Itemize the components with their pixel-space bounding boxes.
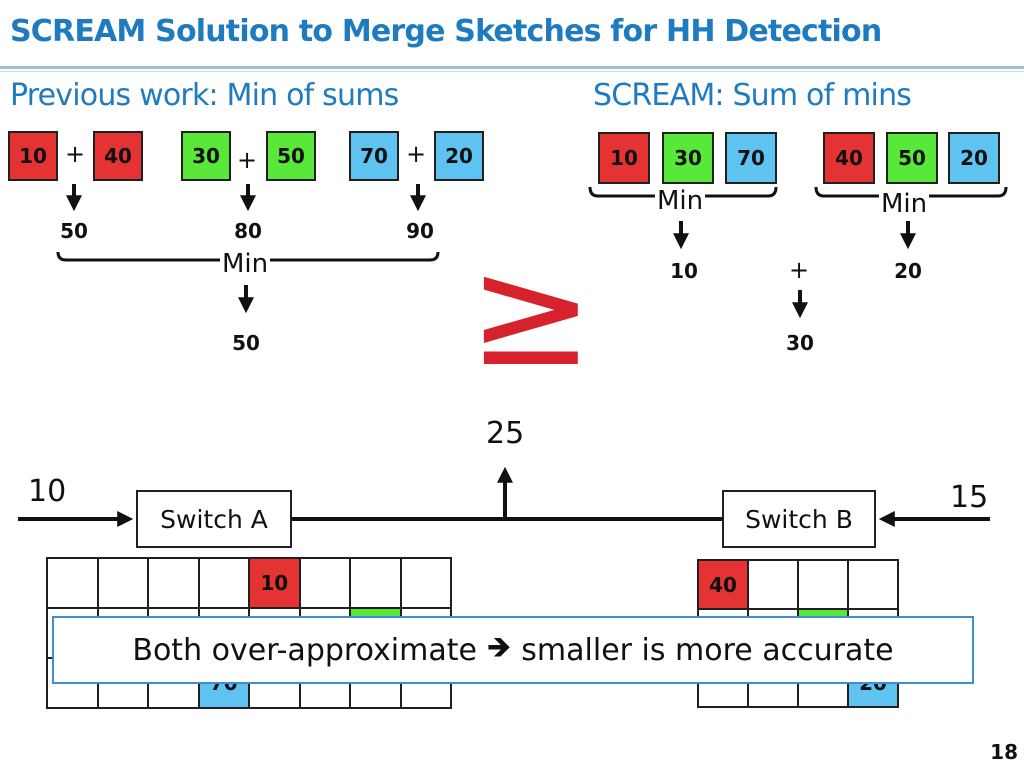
left-pair-2-b-box: 50 <box>266 131 316 181</box>
left-heading: Previous work: Min of sums <box>10 78 399 113</box>
switch-a-sketch-cell <box>99 559 150 609</box>
left-pair-2-plus: + <box>236 146 258 174</box>
switch-b-sketch-cell <box>849 561 899 610</box>
output-traffic-value: 25 <box>486 416 525 451</box>
left-pair-3-plus: + <box>405 140 427 168</box>
incoming-b-value: 15 <box>950 480 989 515</box>
right-plus: + <box>788 256 810 284</box>
switch-b: Switch B <box>722 490 876 548</box>
switch-b-sketch-cell <box>749 561 799 610</box>
right-group-1-box-3: 70 <box>725 132 777 184</box>
left-pair-1-b-box: 40 <box>93 131 143 181</box>
incoming-a-value: 10 <box>28 474 67 509</box>
right-group-1-box-1: 10 <box>598 132 650 184</box>
right-group-2-box-1: 40 <box>823 132 875 184</box>
callout-text-before: Both over-approximate <box>132 632 477 668</box>
right-min-2: 20 <box>894 259 922 283</box>
right-result: 30 <box>786 331 814 355</box>
callout-text-after: smaller is more accurate <box>521 632 894 668</box>
callout-box <box>52 616 974 684</box>
switch-a-sketch-cell <box>301 559 352 609</box>
switch-a-sketch-cell: 10 <box>250 559 301 609</box>
switch-a-sketch-cell <box>149 559 200 609</box>
switch-a-sketch-cell <box>351 559 402 609</box>
left-result: 50 <box>232 331 260 355</box>
left-sum-3: 90 <box>406 219 434 243</box>
right-group-1-min-label: Min <box>657 186 704 216</box>
right-arrow-icon: 🡺 <box>486 629 512 665</box>
left-pair-3-a-box: 70 <box>349 131 399 181</box>
switch-a: Switch A <box>136 490 292 548</box>
left-pair-1-plus: + <box>64 140 86 168</box>
greater-equal-symbol: ≥ <box>468 226 594 400</box>
left-min-label: Min <box>222 249 269 279</box>
right-group-2-min-label: Min <box>881 189 928 219</box>
switch-a-sketch-cell <box>48 559 99 609</box>
left-pair-1-a-box: 10 <box>8 131 58 181</box>
left-sum-2: 80 <box>234 219 262 243</box>
switch-a-sketch-cell <box>200 559 251 609</box>
right-heading: SCREAM: Sum of mins <box>593 78 912 113</box>
right-min-1: 10 <box>670 259 698 283</box>
left-pair-3-b-box: 20 <box>434 131 484 181</box>
right-group-2-box-3: 20 <box>948 132 1000 184</box>
switch-a-sketch-cell <box>402 559 453 609</box>
page-number: 18 <box>990 740 1018 764</box>
right-group-2-box-2: 50 <box>886 132 938 184</box>
left-sum-1: 50 <box>60 219 88 243</box>
switch-b-sketch-cell: 40 <box>699 561 749 610</box>
right-group-1-box-2: 30 <box>662 132 714 184</box>
switch-b-sketch-cell <box>799 561 849 610</box>
slide-title: SCREAM Solution to Merge Sketches for HH Detection <box>10 14 882 49</box>
left-pair-2-a-box: 30 <box>181 131 231 181</box>
